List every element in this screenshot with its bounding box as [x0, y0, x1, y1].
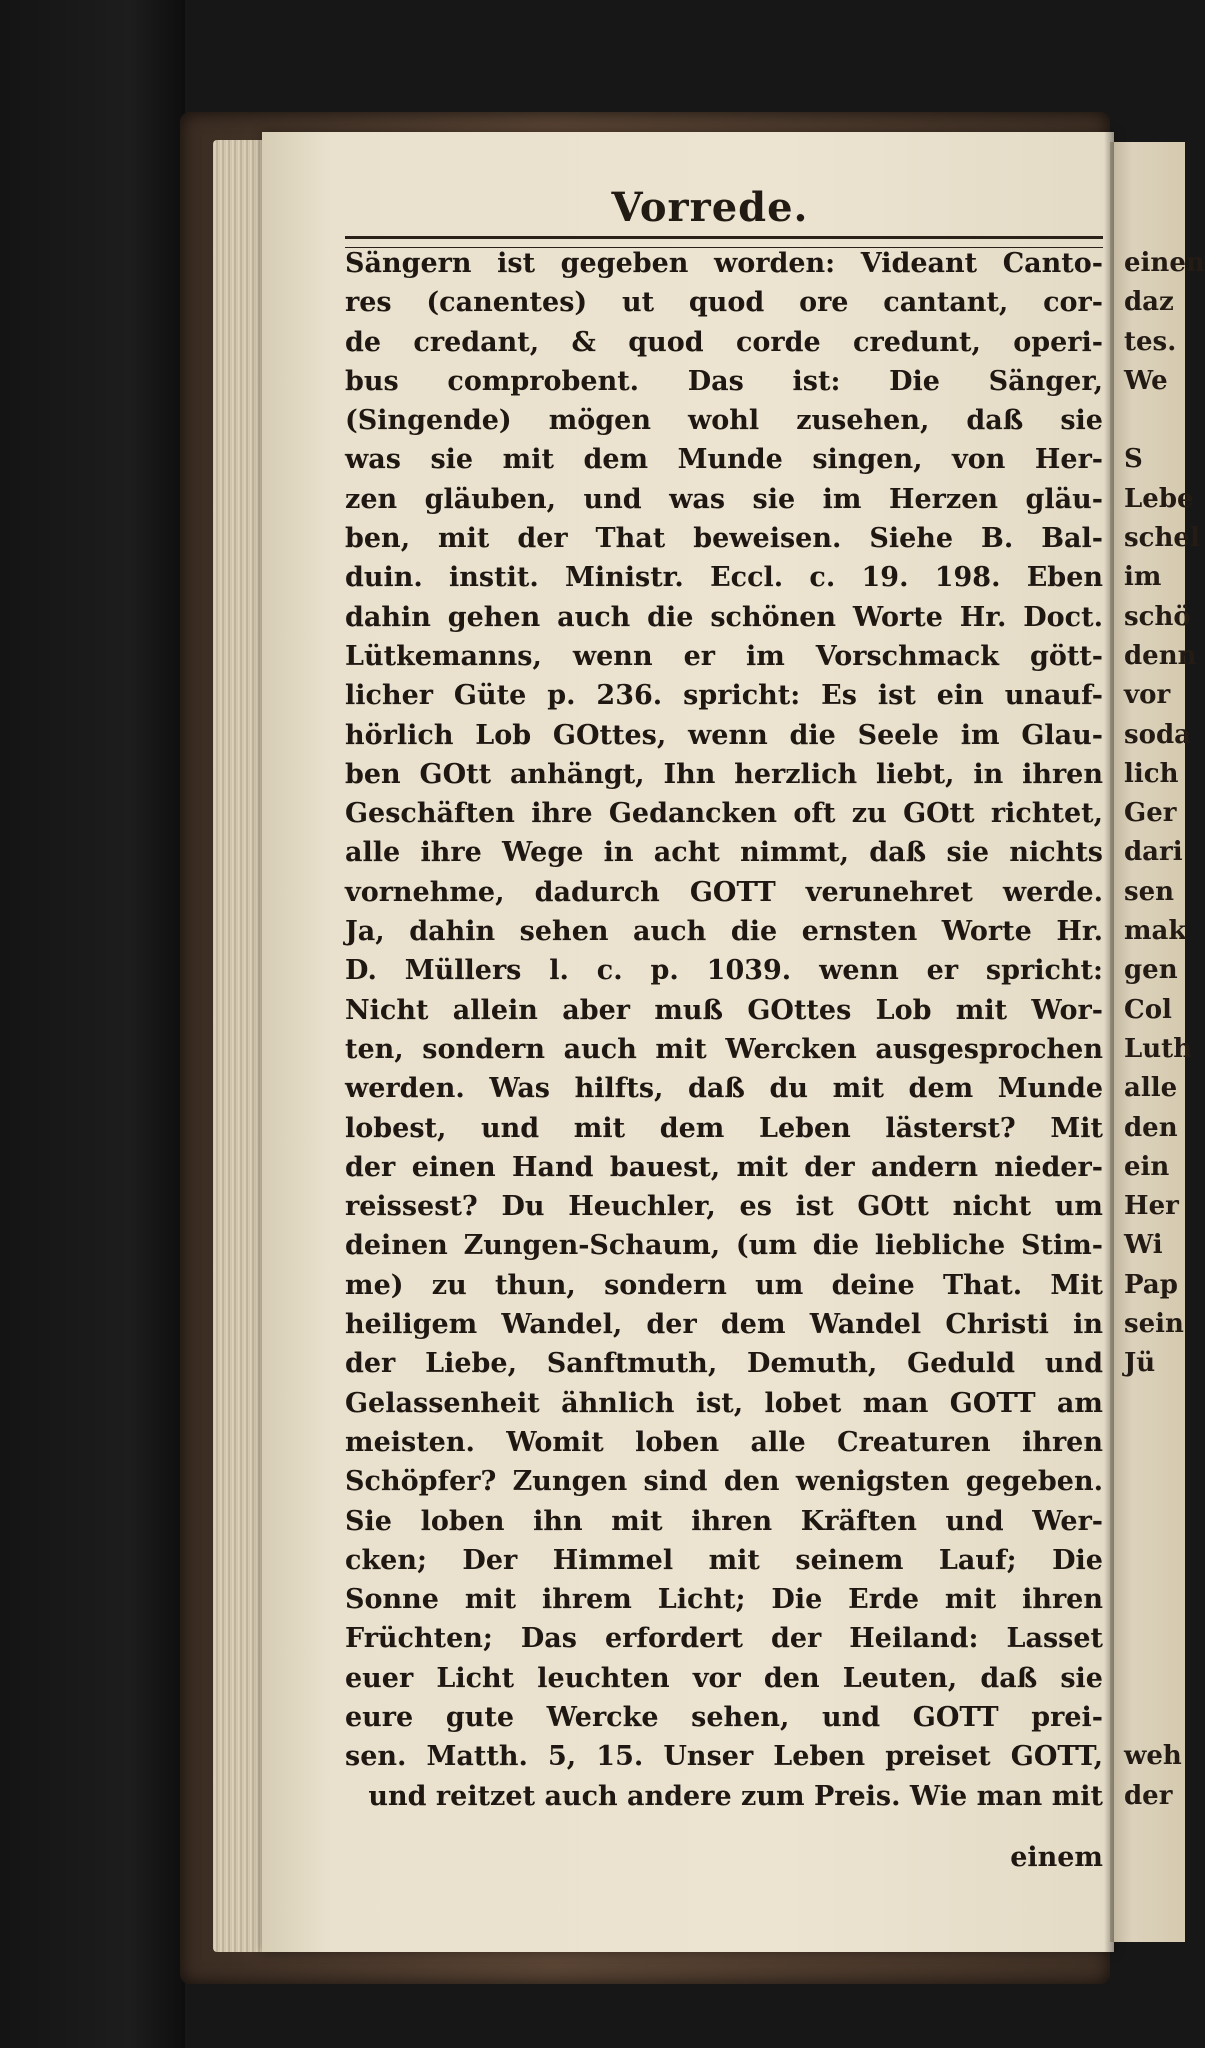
text-line: Sie loben ihn mit ihren Kräften und Wer- [345, 1505, 1103, 1537]
next-page-line-fragment: soda [1124, 719, 1192, 750]
text-line: Sängern ist gegeben worden: Videant Canto- [345, 248, 1103, 279]
next-page-line-fragment: lich [1124, 758, 1179, 789]
next-page-line-fragment: vor [1124, 680, 1171, 711]
text-line: euer Licht leuchten vor den Leuten, daß sie [345, 1662, 1103, 1694]
next-page-line-fragment [1124, 1502, 1185, 1541]
catchword: einem [1010, 1842, 1103, 1873]
text-line: vornehme, dadurch GOTT verunehret werde. [345, 876, 1103, 908]
text-line: de credant, & quod corde credunt, operi- [345, 326, 1103, 358]
next-page-line-fragment: der [1124, 1780, 1173, 1811]
next-page-line-fragment: alle [1124, 1073, 1178, 1104]
next-page-line-fragment [1124, 1423, 1185, 1462]
next-page-line-fragment [1124, 1698, 1185, 1737]
text-line: bus comprobent. Das ist: Die Sänger, [345, 365, 1103, 397]
next-page-line-fragment: sein [1124, 1309, 1184, 1340]
next-page-text [1124, 244, 1205, 1816]
next-page-line-fragment: im [1124, 562, 1162, 593]
text-line: (Singende) mögen wohl zusehen, daß sie [345, 405, 1103, 437]
text-line: ben, mit der That beweisen. Siehe B. Bal- [345, 523, 1103, 555]
next-page-line-fragment: mak [1124, 916, 1187, 947]
next-page-line-fragment [1124, 1462, 1185, 1501]
next-page-line-fragment: tes. [1124, 326, 1177, 357]
text-line: lobest, und mit dem Leben lästerst? Mit [345, 1112, 1103, 1144]
running-head: Vorrede. [611, 184, 809, 231]
text-line: Geschäften ihre Gedancken oft zu GOtt richtet, [345, 798, 1103, 830]
text-line: dahin gehen auch die schönen Worte Hr. Doct. [345, 601, 1103, 633]
next-page-line-fragment: We [1124, 365, 1168, 396]
next-page-line-fragment [1124, 1541, 1185, 1580]
next-page-line-fragment: schel [1124, 523, 1200, 554]
text-line: werden. Was hilfts, daß du mit dem Munde [345, 1073, 1103, 1105]
text-line: alle ihre Wege in acht nimmt, daß sie nichts [345, 837, 1103, 869]
next-page-line-fragment: schö [1124, 601, 1191, 632]
text-line: D. Müllers l. c. p. 1039. wenn er spricht: [345, 955, 1103, 987]
next-page-line-fragment: dari [1124, 837, 1183, 868]
next-page-line-fragment: Luth [1124, 1033, 1193, 1064]
next-page-line-fragment: denn [1124, 640, 1197, 671]
text-line: me) zu thun, sondern um deine That. Mit [345, 1269, 1103, 1301]
next-page-line-fragment: daz [1124, 287, 1174, 318]
text-line: sen. Matth. 5, 15. Unser Leben preiset GOTT, [345, 1741, 1103, 1773]
text-line: heiligem Wandel, der dem Wandel Christi in [345, 1309, 1103, 1341]
text-line: zen gläuben, und was sie im Herzen gläu- [345, 483, 1103, 515]
next-page-line-fragment: Jü [1124, 1348, 1156, 1379]
text-line: der einen Hand bauest, mit der andern nieder- [345, 1151, 1103, 1183]
text-line: Gelassenheit ähnlich ist, lobet man GOTT am [345, 1387, 1103, 1419]
next-page-line-fragment [1124, 401, 1185, 440]
text-line: Schöpfer? Zungen sind den wenigsten gegeben. [345, 1466, 1103, 1498]
text-line: was sie mit dem Munde singen, von Her- [345, 444, 1103, 476]
next-page-line-fragment [1124, 1659, 1185, 1698]
next-page-line-fragment: S [1124, 444, 1143, 475]
text-line: ben GOtt anhängt, Ihn herzlich liebt, in ihren [345, 758, 1103, 790]
text-line: Früchten; Das erfordert der Heiland: Lasset [345, 1623, 1103, 1655]
text-line: ten, sondern auch mit Wercken ausgesprochen [345, 1033, 1103, 1065]
text-line: Ja, dahin sehen auch die ernsten Worte Hr. [345, 916, 1103, 948]
next-page-line-fragment: Lebe [1124, 483, 1194, 514]
next-page-line-fragment: einen [1124, 248, 1205, 278]
next-page-line-fragment: den [1124, 1112, 1178, 1143]
text-line: cken; Der Himmel mit seinem Lauf; Die [345, 1544, 1103, 1576]
text-line: meisten. Womit loben alle Creaturen ihren [345, 1426, 1103, 1458]
text-line: reissest? Du Heuchler, es ist GOtt nicht um [345, 1191, 1103, 1223]
book-gutter [1104, 132, 1114, 1952]
text-line: eure gute Wercke sehen, und GOTT prei- [345, 1701, 1103, 1733]
next-page-line-fragment: Ger [1124, 798, 1177, 829]
next-page-line-fragment [1124, 1619, 1185, 1658]
next-page-line-fragment: gen [1124, 955, 1178, 986]
next-page-line-fragment: Pap [1124, 1269, 1178, 1300]
next-page-line-fragment: ein [1124, 1151, 1170, 1182]
text-line: res (canentes) ut quod ore cantant, cor- [345, 287, 1103, 319]
text-line: Nicht allein aber muß GOttes Lob mit Wor- [345, 994, 1103, 1026]
text-line: und reitzet auch andere zum Preis. Wie man mit [368, 1780, 1103, 1812]
text-line: Lütkemanns, wenn er im Vorschmack gött- [345, 640, 1103, 672]
text-line: licher Güte p. 236. spricht: Es ist ein unauf- [345, 680, 1103, 712]
next-page-line-fragment: Wi [1124, 1230, 1163, 1261]
text-line: der Liebe, Sanftmuth, Demuth, Geduld und [345, 1348, 1103, 1380]
text-line: duin. instit. Ministr. Eccl. c. 19. 198. Eben [345, 562, 1103, 594]
next-page-line-fragment: weh [1124, 1741, 1182, 1772]
page-text [345, 244, 1103, 1816]
text-line: hörlich Lob GOttes, wenn die Seele im Glau- [345, 719, 1103, 751]
dark-background [0, 0, 185, 2048]
next-page-line-fragment: sen [1124, 876, 1175, 907]
next-page-line-fragment: Col [1124, 994, 1172, 1025]
next-page-line-fragment: Her [1124, 1191, 1179, 1222]
next-page-line-fragment [1124, 1580, 1185, 1619]
text-line: deinen Zungen-Schaum, (um die liebliche Stim- [345, 1230, 1103, 1262]
text-line: Sonne mit ihrem Licht; Die Erde mit ihren [345, 1584, 1103, 1616]
next-page-line-fragment [1124, 1384, 1185, 1423]
